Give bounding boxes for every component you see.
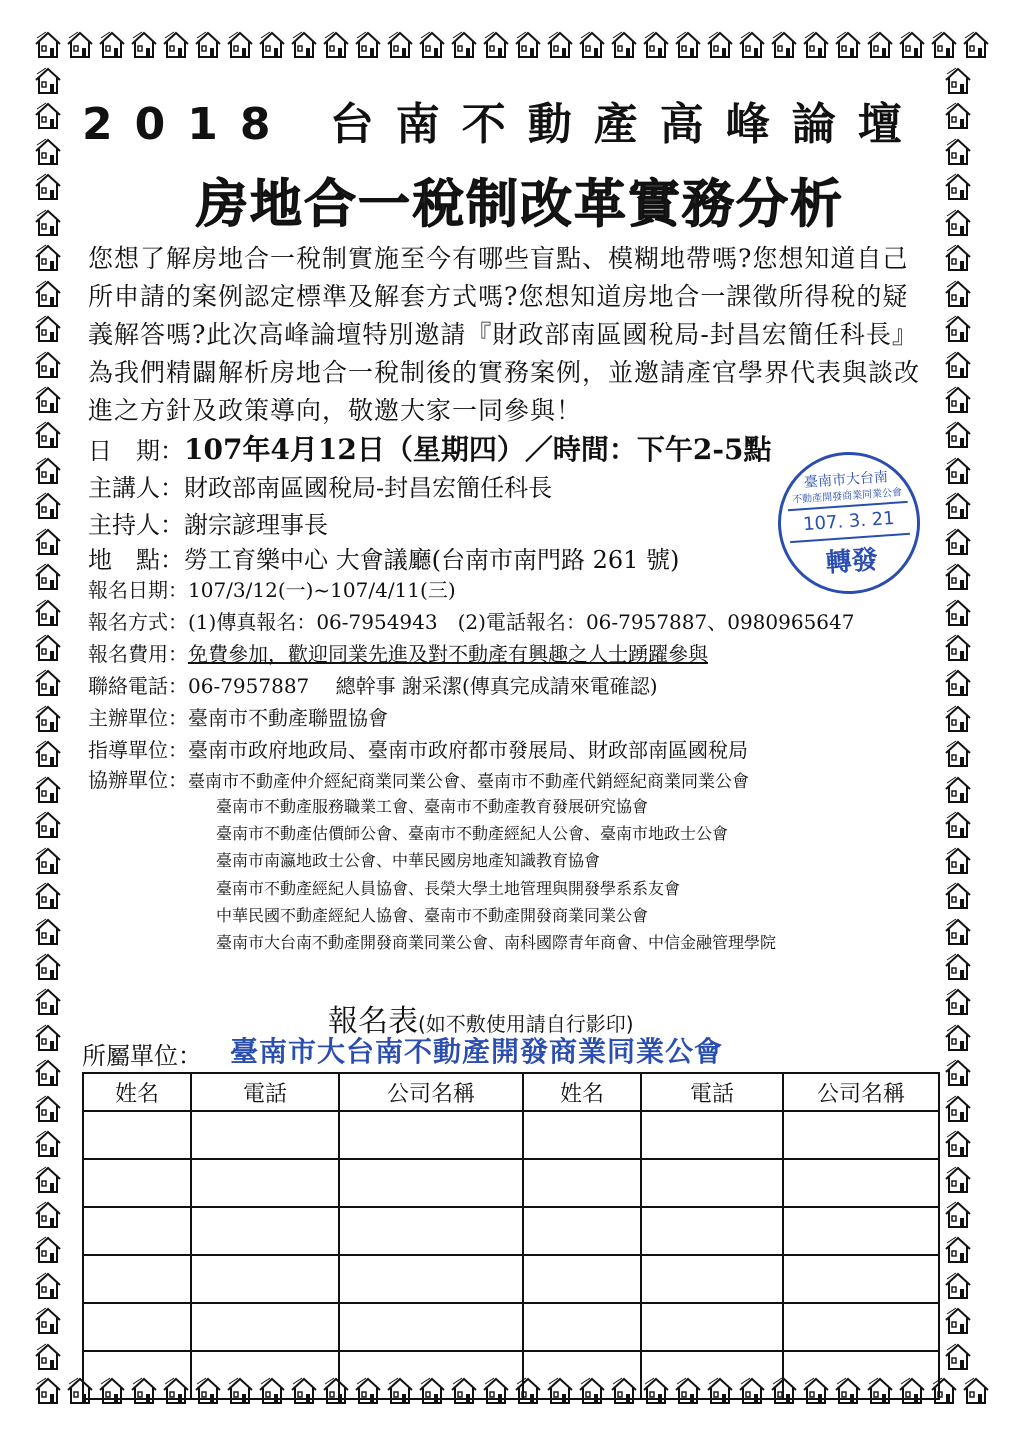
coorg-line: 中華民國不動產經紀人協會、臺南市不動產開發商業同業公會 <box>216 906 649 925</box>
table-cell <box>191 1207 339 1255</box>
house-icon <box>450 30 478 60</box>
venue-value: 勞工育樂中心 大會議廳(台南市南門路 261 號) <box>184 546 680 574</box>
house-icon <box>944 208 972 238</box>
house-icon <box>898 30 926 60</box>
house-icon <box>34 279 62 309</box>
house-icon <box>834 30 862 60</box>
house-icon <box>386 30 414 60</box>
guidance-row <box>88 734 748 763</box>
table-cell <box>83 1207 191 1255</box>
regdate-label: 報名日期： <box>88 578 188 602</box>
house-icon <box>944 881 972 911</box>
regdate-row <box>88 574 456 603</box>
house-icon <box>34 491 62 521</box>
stamp-action: 轉發 <box>824 545 879 579</box>
house-icon <box>962 1376 990 1406</box>
table-cell <box>641 1303 783 1351</box>
house-icon <box>944 775 972 805</box>
house-icon <box>944 1271 972 1301</box>
house-icon <box>944 739 972 769</box>
contact-value: 06-7957887 總幹事 謝采潔(傳真完成請來電確認) <box>188 674 658 698</box>
house-icon <box>944 456 972 486</box>
house-icon <box>34 1129 62 1159</box>
house-icon <box>34 987 62 1017</box>
regmethod-label: 報名方式： <box>88 610 188 634</box>
house-icon <box>866 30 894 60</box>
house-icon <box>944 101 972 131</box>
house-icon <box>944 633 972 663</box>
venue-row <box>88 540 679 575</box>
date-row <box>88 428 771 468</box>
border-right <box>944 66 972 1372</box>
house-icon <box>944 987 972 1017</box>
table-cell <box>191 1303 339 1351</box>
house-icon <box>34 208 62 238</box>
table-cell <box>523 1303 641 1351</box>
house-icon <box>642 30 670 60</box>
table-cell <box>83 1351 191 1399</box>
house-icon <box>578 30 606 60</box>
house-icon <box>354 30 382 60</box>
organizer-row <box>88 702 388 731</box>
table-cell <box>339 1159 523 1207</box>
regmethod-value: (1)傳真報名：06-7954943 (2)電話報名：06-7957887、0980965647 <box>188 610 855 634</box>
table-cell <box>641 1159 783 1207</box>
coorg-label: 協辦單位： <box>88 768 188 792</box>
coorg-row <box>88 764 749 793</box>
table-cell <box>339 1207 523 1255</box>
table-cell <box>191 1255 339 1303</box>
regmethod-row <box>88 606 854 635</box>
received-stamp <box>773 447 925 599</box>
house-icon <box>34 952 62 982</box>
border-top <box>34 30 990 60</box>
house-icon <box>34 846 62 876</box>
house-icon <box>944 1235 972 1265</box>
house-icon <box>944 917 972 947</box>
house-icon <box>226 30 254 60</box>
table-cell <box>641 1351 783 1399</box>
house-icon <box>706 30 734 60</box>
guidance-label: 指導單位： <box>88 738 188 762</box>
house-icon <box>944 668 972 698</box>
house-icon <box>944 1306 972 1336</box>
table-cell <box>641 1111 783 1159</box>
house-icon <box>194 30 222 60</box>
table-cell <box>523 1351 641 1399</box>
house-icon <box>738 30 766 60</box>
table-cell <box>83 1111 191 1159</box>
col-phone: 電話 <box>641 1073 783 1111</box>
house-icon <box>66 30 94 60</box>
house-icon <box>944 314 972 344</box>
table-cell <box>83 1303 191 1351</box>
table-cell <box>641 1255 783 1303</box>
house-icon <box>322 30 350 60</box>
table-row <box>83 1159 939 1207</box>
house-icon <box>418 30 446 60</box>
stamp-line1: 臺南市大台南 <box>803 469 889 492</box>
table-cell <box>191 1159 339 1207</box>
form-subtitle: (如不敷使用請自行影印) <box>418 1012 634 1036</box>
fee-value: 免費參加，歡迎同業先進及對不動產有興趣之人士踴躍參與 <box>188 642 708 666</box>
house-icon <box>944 420 972 450</box>
table-row <box>83 1303 939 1351</box>
coorg-first: 臺南市不動產仲介經紀商業同業公會、臺南市不動產代銷經紀商業同業公會 <box>188 772 749 792</box>
col-name: 姓名 <box>83 1073 191 1111</box>
house-icon <box>610 30 638 60</box>
table-cell <box>523 1207 641 1255</box>
unit-label: 所屬單位： <box>82 1042 202 1070</box>
house-icon <box>674 30 702 60</box>
table-cell <box>339 1111 523 1159</box>
house-icon <box>34 1306 62 1336</box>
host-label: 主持人： <box>88 511 184 539</box>
house-icon <box>944 810 972 840</box>
col-phone: 電話 <box>191 1073 339 1111</box>
house-icon <box>34 1023 62 1053</box>
house-icon <box>944 527 972 557</box>
house-icon <box>944 137 972 167</box>
speaker-value: 財政部南區國稅局-封昌宏簡任科長 <box>184 474 553 502</box>
speaker-label: 主講人： <box>88 474 184 502</box>
event-subtitle: 房地合一稅制改革實務分析 <box>196 175 845 235</box>
table-cell <box>191 1111 339 1159</box>
house-icon <box>34 1200 62 1230</box>
house-icon <box>34 350 62 380</box>
house-icon <box>944 562 972 592</box>
table-cell <box>523 1111 641 1159</box>
table-cell <box>783 1159 939 1207</box>
house-icon <box>944 952 972 982</box>
house-icon <box>944 243 972 273</box>
house-icon <box>162 30 190 60</box>
house-icon <box>944 172 972 202</box>
house-icon <box>944 1165 972 1195</box>
house-icon <box>944 1342 972 1372</box>
form-title-text: 報名表 <box>328 1004 418 1039</box>
house-icon <box>34 1271 62 1301</box>
house-icon <box>34 527 62 557</box>
table-cell <box>783 1111 939 1159</box>
house-icon <box>34 704 62 734</box>
table-row <box>83 1111 939 1159</box>
house-icon <box>944 1094 972 1124</box>
house-icon <box>34 172 62 202</box>
house-icon <box>514 30 542 60</box>
table-cell <box>783 1303 939 1351</box>
house-icon <box>944 491 972 521</box>
house-icon <box>944 66 972 96</box>
date-label: 日 期： <box>88 437 184 465</box>
table-cell <box>339 1351 523 1399</box>
house-icon <box>944 1129 972 1159</box>
house-icon <box>34 66 62 96</box>
house-icon <box>290 30 318 60</box>
table-cell <box>339 1303 523 1351</box>
house-icon <box>944 846 972 876</box>
table-row <box>83 1255 939 1303</box>
house-icon <box>34 1165 62 1195</box>
house-icon <box>770 30 798 60</box>
table-cell <box>339 1255 523 1303</box>
house-icon <box>34 1342 62 1372</box>
house-icon <box>482 30 510 60</box>
col-company: 公司名稱 <box>783 1073 939 1111</box>
house-icon <box>34 1058 62 1088</box>
house-icon <box>34 598 62 628</box>
coorg-line: 臺南市不動產服務職業工會、臺南市不動產教育發展研究協會 <box>216 797 649 816</box>
house-icon <box>34 420 62 450</box>
coorg-line: 臺南市南瀛地政士公會、中華民國房地產知識教育協會 <box>216 851 601 870</box>
table-cell <box>523 1255 641 1303</box>
house-icon <box>930 30 958 60</box>
house-icon <box>962 30 990 60</box>
host-row <box>88 505 328 540</box>
table-cell <box>83 1255 191 1303</box>
coorg-line: 臺南市大台南不動產開發商業同業公會、南科國際青年商會、中信金融管理學院 <box>216 933 777 952</box>
house-icon <box>944 385 972 415</box>
house-icon <box>546 30 574 60</box>
house-icon <box>34 385 62 415</box>
event-title: 2018 台南不動產高峰論壇 <box>82 99 924 150</box>
house-icon <box>944 279 972 309</box>
house-icon <box>944 704 972 734</box>
date-value: 107年4月12日（星期四）／時間：下午2-5點 <box>184 433 772 466</box>
table-body <box>83 1111 939 1399</box>
border-left <box>34 66 62 1372</box>
organizer-value: 臺南市不動產聯盟協會 <box>188 706 388 730</box>
house-icon <box>944 1200 972 1230</box>
table-cell <box>783 1351 939 1399</box>
coorg-line: 臺南市不動產經紀人員協會、長榮大學土地管理與開發學系系友會 <box>216 879 681 898</box>
contact-row <box>88 670 658 699</box>
house-icon <box>34 775 62 805</box>
house-icon <box>34 633 62 663</box>
house-icon <box>98 30 126 60</box>
house-icon <box>34 810 62 840</box>
table-row <box>83 1207 939 1255</box>
house-icon <box>944 1023 972 1053</box>
table-cell <box>783 1255 939 1303</box>
regdate-value: 107/3/12(一)~107/4/11(三) <box>188 578 456 602</box>
stamp-date: 107. 3. 21 <box>802 507 896 536</box>
table-header-row <box>83 1073 939 1111</box>
fee-label: 報名費用： <box>88 642 188 666</box>
table-cell <box>523 1159 641 1207</box>
house-icon <box>944 350 972 380</box>
house-icon <box>944 598 972 628</box>
intro-paragraph: 您想了解房地合一稅制實施至今有哪些盲點、模糊地帶嗎?您想知道自己所申請的案例認定標準及解套方式嗎?您想知道房地合一課徵所得稅的疑義解答嗎?此次高峰論壇特別邀請『財政部南區國稅局-封昌宏簡任科長』為我們精闢解析房地合一稅制後的實務案例，並邀請產官學界代表與談改進之方針及政策導向，敬邀大家一同參與！ <box>88 244 921 425</box>
house-icon <box>34 314 62 344</box>
house-icon <box>34 917 62 947</box>
house-icon <box>130 30 158 60</box>
house-icon <box>34 562 62 592</box>
house-icon <box>34 30 62 60</box>
house-icon <box>802 30 830 60</box>
house-icon <box>34 668 62 698</box>
table-cell <box>783 1207 939 1255</box>
registration-table <box>82 1072 940 1400</box>
stamp-line2: 不動產開發商業同業公會 <box>791 487 903 506</box>
house-icon <box>944 1058 972 1088</box>
speaker-row <box>88 468 552 503</box>
col-name: 姓名 <box>523 1073 641 1111</box>
house-icon <box>34 1094 62 1124</box>
coorg-line: 臺南市不動產估價師公會、臺南市不動產經紀人公會、臺南市地政士公會 <box>216 824 729 843</box>
guidance-value: 臺南市政府地政局、臺南市政府都市發展局、財政部南區國稅局 <box>188 738 748 762</box>
house-icon <box>258 30 286 60</box>
house-icon <box>34 243 62 273</box>
house-icon <box>34 1376 62 1406</box>
house-icon <box>34 1235 62 1265</box>
table-cell <box>641 1207 783 1255</box>
house-icon <box>34 101 62 131</box>
unit-value: 臺南市大台南不動產開發商業同業公會 <box>230 1035 724 1068</box>
table-row <box>83 1351 939 1399</box>
host-value: 謝宗諺理事長 <box>184 511 328 539</box>
fee-row <box>88 638 708 667</box>
contact-label: 聯絡電話： <box>88 674 188 698</box>
table-cell <box>191 1351 339 1399</box>
house-icon <box>34 456 62 486</box>
organizer-label: 主辦單位： <box>88 706 188 730</box>
house-icon <box>34 739 62 769</box>
venue-label: 地 點： <box>88 546 184 574</box>
table-cell <box>83 1159 191 1207</box>
col-company: 公司名稱 <box>339 1073 523 1111</box>
house-icon <box>34 881 62 911</box>
house-icon <box>34 137 62 167</box>
